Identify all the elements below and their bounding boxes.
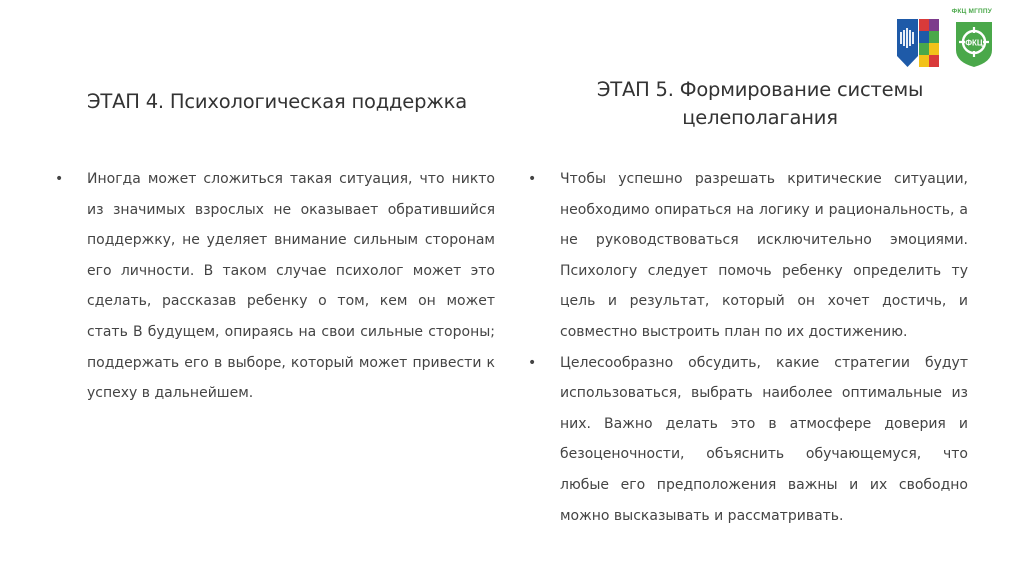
stage4-title: ЭТАП 4. Психологическая поддержка [87, 90, 467, 113]
list-item [528, 164, 968, 348]
logos-group [894, 8, 994, 70]
bullet-text: Чтобы успешно разрешать критические ситуации, необходимо опираться на логику и рациональность, а не руководствоваться исключительно эмоциями. Психологу следует помочь ребенку определить ту цель и результат, который он хочет достичь, и совместно выстроить план по их достижению. [560, 171, 968, 340]
org-label: ФКЦ МГППУ [951, 8, 992, 15]
bullet-text: Иногда может сложиться такая ситуация, что никто из значимых взрослых не оказывает обратившийся поддержку, не уделяет внимание сильным сторонам его личности. В таком случае психолог может это сделать, рассказав ребенку о том, кем он может стать В будущем, опираясь на свои сильные стороны; поддержать его в выборе, который может привести к успеху в дальнейшем. [87, 171, 495, 402]
stage5-column [528, 164, 968, 531]
university-shield-icon [896, 18, 940, 68]
fkc-shield-icon [954, 20, 994, 68]
bullet-text: Целесообразно обсудить, какие стратегии будут использоваться, выбрать наиболее оптимальные из них. Важно делать это в атмосфере доверия и безоценочности, объяснить обучающемуся, что любые его предположения важны и их свободно можно высказывать и рассматривать. [560, 354, 968, 524]
stage5-title: ЭТАП 5. Формирование системы целеполагания [596, 78, 924, 129]
bullet-marker: • [528, 171, 537, 187]
bullet-marker: • [528, 354, 537, 371]
bullet-marker: • [55, 171, 64, 187]
list-item [528, 348, 968, 532]
list-item [55, 164, 495, 409]
fkc-logo-text: ФКЦ [965, 38, 983, 48]
stage4-column [55, 164, 495, 409]
